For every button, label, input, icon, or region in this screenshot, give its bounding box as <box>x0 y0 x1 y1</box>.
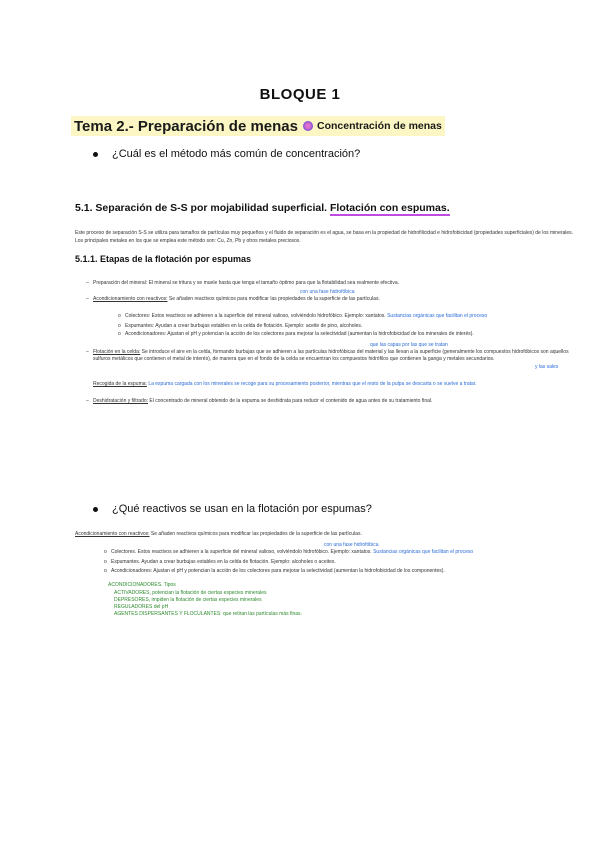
section-51-paragraph: Este proceso de separación S-S se utiliza para tamaños de partículas muy pequeños y el fluido de separación es el agua, se basa en la propiedad de hidrofilicidad e hidrofobicidad (propiedades superficiales) de los minerales. Los principales metales en los que se emplea este método son: Cu, Zn, Pb y otros metales preciosos. <box>75 230 574 244</box>
reactivos-acondicionadores <box>111 568 576 575</box>
list-item-recogida <box>93 381 573 388</box>
question-2-text: ¿Qué reactivos se usan en la flotación por espumas? <box>112 503 372 515</box>
step-2-text: Se añaden reactivos químicos para modificar las propiedades de la superficie de las partículas. <box>167 296 380 302</box>
tema-subtitle: Concentración de menas <box>316 120 442 132</box>
step-5-text: El concentrado de mineral obtenido de la espuma se deshidrata para reducir el contenido de agua antes de su tratamiento final. <box>148 398 433 404</box>
step-2b-text: Espumantes: Ayudan a crear burbujas estables en la celda de flotación. Ejemplo: aceite de pino, alcoholes. <box>125 323 363 329</box>
reactivos-label: Acondicionamiento con reactivos: <box>75 531 150 537</box>
question-2 <box>93 503 372 515</box>
reactivos-colectores <box>111 549 576 556</box>
step-2a-text: Colectores: Estos reactivos se adhieren a la superficie del mineral valioso, volviéndolo hidrofóbico. Ejemplo: xantatos. <box>125 313 386 319</box>
flower-icon <box>303 121 313 131</box>
reactivos-c-text: Acondicionadores: Ajustan el pH y potencian la acción de los colectores para mejorar la selectividad (aumentan la hidrofobicidad de los componentes). <box>111 568 445 574</box>
list-item-flotacion-celda <box>93 349 573 363</box>
bullet-icon <box>93 152 98 157</box>
reactivos-espumantes <box>111 559 576 566</box>
list-item-deshidratacion <box>93 398 573 405</box>
list-item-preparacion <box>93 280 573 287</box>
acondicionadores-tipos-list <box>114 590 414 618</box>
reactivos-a-note: Sustancias orgánicas que facilitan el proceso <box>373 549 474 555</box>
list-item: AGENTES DISPERSANTES Y FLOCULANTES: que retiran las partículas más finas. <box>114 611 302 617</box>
step-3-text: Se introduce el aire en la celda, formando burbujas que se adhieren a las partículas hidrofóbicas del material y las llevan a la superficie (generalmente los compuestos hidrofóbicos son aquellos sulfuros metálicos que contienen el metal de interés), de manera que en el fondo de la celda se encuentran los compuestos hidrófilos que contienen la ganga y metales secundarios. <box>93 349 569 362</box>
reactivos-b-text: Espumantes. Ayudan a crear burbujas estables en la celda de flotación. Ejemplo: alcoholes o aceites. <box>111 559 336 565</box>
list-item-acondicionadores <box>125 331 575 338</box>
tema-heading <box>71 116 445 136</box>
page-title: BLOQUE 1 <box>259 86 341 103</box>
section-511-heading: 5.1.1. Etapas de la flotación por espumas <box>75 254 252 264</box>
list-item: DEPRESORES, impiden la flotación de ciertas especies minerales <box>114 597 262 603</box>
bullet-icon <box>93 507 98 512</box>
step-2c-text: Acondicionadores: Ajustan el pH y potencian la acción de los colectores para mejorar la selectividad (aumentan la hidrofobicidad de los minerales de interés). <box>125 331 474 337</box>
list-item: REGULADORES del pH <box>114 604 169 610</box>
acondicionadores-tipos-title: ACONDICIONADORES. Tipos <box>108 582 176 588</box>
step-4-text: La espuma cargada con los minerales se recoge para su procesamiento posterior, mientras que el resto de la pulpa se descarta o se vuelve a tratar. <box>146 381 477 387</box>
step-2-label: Acondicionamiento con reactivos: <box>93 296 168 302</box>
section-51-emphasis: Flotación con espumas. <box>330 202 450 214</box>
step-1-text: Preparación del mineral: El mineral se tritura y se muele hasta que tenga el tamaño óptimo para que la flotabilidad sea realmente efectiva. <box>93 280 400 286</box>
list-item-acondicionamiento <box>93 296 573 303</box>
note-sales: y las sales <box>535 364 559 370</box>
note-capas: que las capas por las que se tratan <box>370 342 448 348</box>
list-item-espumantes <box>125 323 575 330</box>
tema-title: Tema 2.- Preparación de menas <box>74 117 298 135</box>
list-item: ACTIVADORES, potencian la flotación de ciertas especies minerales <box>114 590 267 596</box>
step-5-label: Deshidratación y filtrado: <box>93 398 149 404</box>
list-item-colectores <box>125 313 575 320</box>
reactivos-intro <box>75 531 575 538</box>
section-51-prefix: 5.1. Separación de S-S por mojabilidad superficial. <box>75 202 328 214</box>
step-4-label: Recogida de la espuma: <box>93 381 147 387</box>
step-2a-note: Sustancias orgánicas que facilitan el proceso <box>387 313 488 319</box>
reactivos-a-text: Colectores. Estos reactivos se adhieren a la superficie del mineral valioso, volviéndolo hidrofóbico. Ejemplo: xantatos. <box>111 549 372 555</box>
reactivos-text: Se añaden reactivos químicos para modificar las propiedades de la superficie de las partículas. <box>149 531 362 537</box>
section-51-heading <box>75 202 450 214</box>
step-3-label: Flotación en la celda: <box>93 349 141 355</box>
question-1-text: ¿Cuál es el método más común de concentración? <box>112 148 361 160</box>
question-1 <box>93 148 360 160</box>
reactivos-note: con una fase hidrofóbica <box>324 542 379 548</box>
note-hidrofobica: con una fase hidrofóbica <box>300 289 355 295</box>
